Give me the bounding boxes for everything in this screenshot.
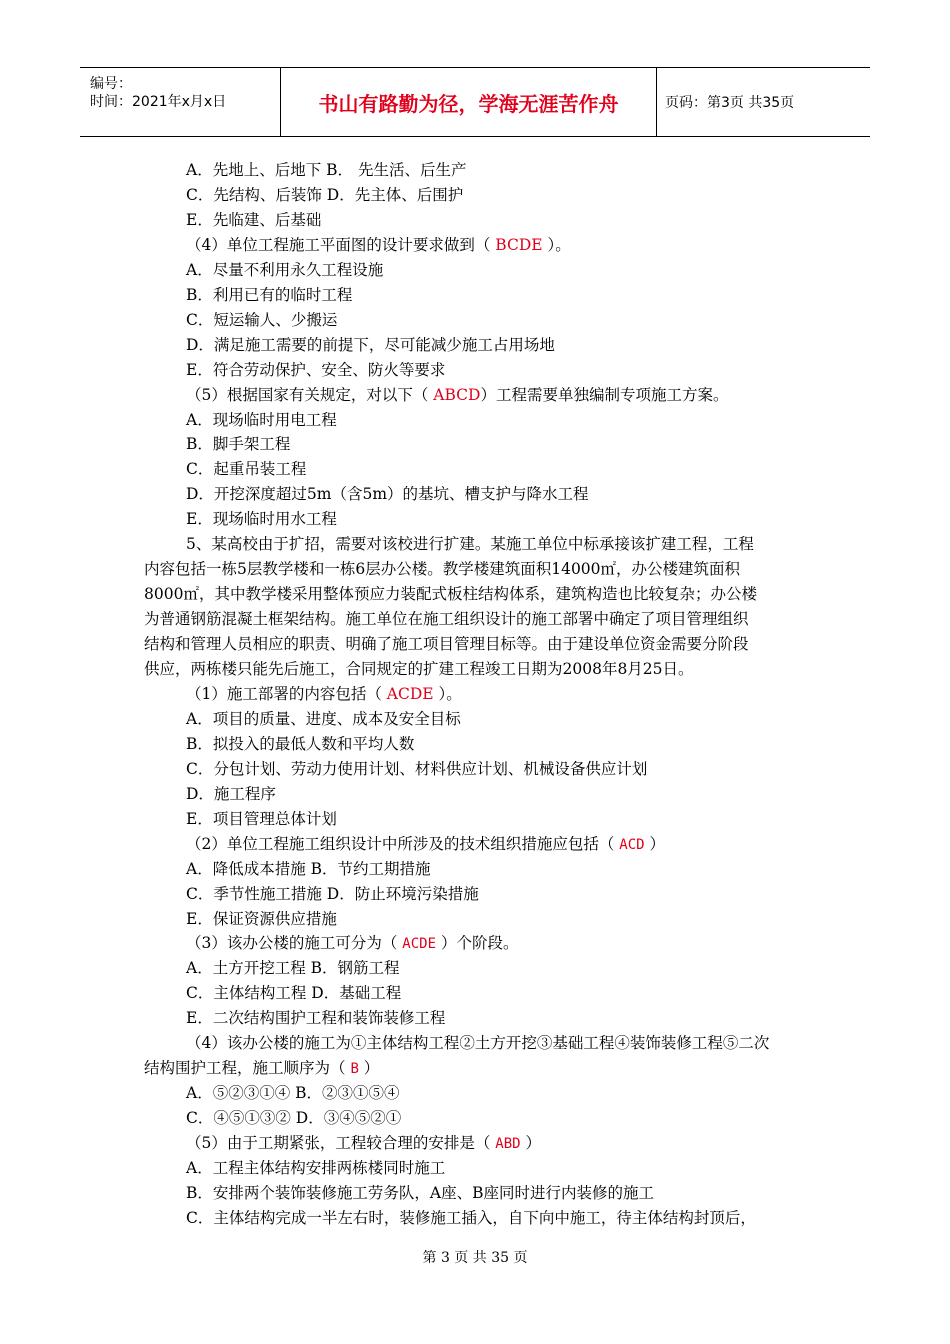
answer-key: ABCD (433, 386, 481, 404)
answer-key: ABD (495, 1136, 521, 1152)
text-line: E．项目管理总体计划 (186, 810, 337, 828)
text-line: E．现场临时用水工程 (186, 510, 337, 528)
question-line: （2）单位工程施工组织设计中所涉及的技术组织措施应包括（ ACD ） (186, 835, 666, 853)
text-line: B．利用已有的临时工程 (186, 286, 353, 304)
text-line: A．现场临时用电工程 (186, 411, 337, 429)
text-line: 5、某高校由于扩招，需要对该校进行扩建。某施工单位中标承接该扩建工程，工程 (186, 535, 754, 553)
question-line: （5）由于工期紧张，工程较合理的安排是（ ABD ） (186, 1134, 542, 1152)
answer-key: ACD (619, 837, 645, 853)
text-line: E．先临建、后基础 (186, 211, 322, 229)
text-line: E．符合劳动保护、安全、防火等要求 (186, 361, 446, 379)
doc-number-label: 编号： (90, 76, 132, 92)
text-line: C．短运输人、少搬运 (186, 311, 338, 329)
doc-time-label: 时间：2021年x月x日 (90, 94, 227, 110)
text-line: D．满足施工需要的前提下，尽可能减少施工占用场地 (186, 336, 555, 354)
text-line: E．保证资源供应措施 (186, 910, 337, 928)
question-line: （5）根据国家有关规定，对以下（ ABCD）工程需要单独编制专项施工方案。 (186, 386, 729, 404)
text-line: 8000㎡，其中教学楼采用整体预应力装配式板柱结构体系，建筑构造也比较复杂；办公楼 (144, 585, 757, 603)
text-line: A．尽量不利用永久工程设施 (186, 261, 384, 279)
text-line: C．先结构、后装饰 D．先主体、后围护 (186, 186, 464, 204)
answer-key: ACDE (386, 685, 434, 703)
text-line: D．施工程序 (186, 785, 276, 803)
header-page-number: 页码：第3页 共35页 (665, 95, 795, 111)
question-line: （1）施工部署的内容包括（ ACDE ）。 (186, 685, 462, 703)
text-line: A．土方开挖工程 B．钢筋工程 (186, 959, 400, 977)
question-line: 结构围护工程，施工顺序为（ B ） (144, 1059, 380, 1077)
text-line: A．工程主体结构安排两栋楼同时施工 (186, 1159, 446, 1177)
text-line: C．主体结构工程 D．基础工程 (186, 984, 402, 1002)
text-line: A．项目的质量、进度、成本及安全目标 (186, 710, 461, 728)
question-line: （3）该办公楼的施工可分为（ ACDE ）个阶段。 (186, 934, 519, 952)
text-line: C．④⑤①③② D．③④⑤②① (186, 1109, 402, 1127)
text-line: 为普通钢筋混凝土框架结构。施工单位在施工组织设计的施工部署中确定了项目管理组织 (144, 610, 749, 628)
text-line: A．先地上、后地下 B． 先生活、后生产 (186, 161, 467, 179)
text-line: 内容包括一栋5层教学楼和一栋6层办公楼。教学楼建筑面积14000㎡，办公楼建筑面积 (144, 560, 741, 578)
text-line: C．主体结构完成一半左右时，装修施工插入，自下向中施工，待主体结构封顶后， (186, 1209, 756, 1227)
text-line: （4）该办公楼的施工为①主体结构工程②土方开挖③基础工程④装饰装修工程⑤二次 (186, 1034, 770, 1052)
page-footer: 第 3 页 共 35 页 (422, 1250, 528, 1266)
text-line: 结构和管理人员相应的职责、明确了施工项目管理目标等。由于建设单位资金需要分阶段 (144, 635, 749, 653)
header-meta (80, 68, 281, 136)
answer-key: ACDE (402, 936, 437, 952)
text-line: C．起重吊装工程 (186, 460, 307, 478)
text-line: A．⑤②③①④ B．②③①⑤④ (186, 1084, 400, 1102)
text-line: A．降低成本措施 B．节约工期措施 (186, 860, 431, 878)
text-line: C．分包计划、劳动力使用计划、材料供应计划、机械设备供应计划 (186, 760, 648, 778)
text-line: E．二次结构围护工程和装饰装修工程 (186, 1009, 446, 1027)
text-line: D．开挖深度超过5m（含5m）的基坑、槽支护与降水工程 (186, 485, 589, 503)
text-line: 供应，两栋楼只能先后施工，合同规定的扩建工程竣工日期为2008年8月25日。 (144, 660, 694, 678)
text-line: C．季节性施工措施 D．防止环境污染措施 (186, 885, 479, 903)
text-line: B．脚手架工程 (186, 435, 291, 453)
question-line: （4）单位工程施工平面图的设计要求做到（ BCDE ）。 (186, 236, 571, 254)
answer-key: BCDE (495, 236, 543, 254)
text-line: B．拟投入的最低人数和平均人数 (186, 735, 415, 753)
header-motto: 书山有路勤为径，学海无涯苦作舟 (281, 68, 657, 136)
answer-key: B (350, 1061, 359, 1077)
text-line: B．安排两个装饰装修施工劳务队，A座、B座同时进行内装修的施工 (186, 1184, 654, 1202)
page-header (80, 67, 870, 137)
